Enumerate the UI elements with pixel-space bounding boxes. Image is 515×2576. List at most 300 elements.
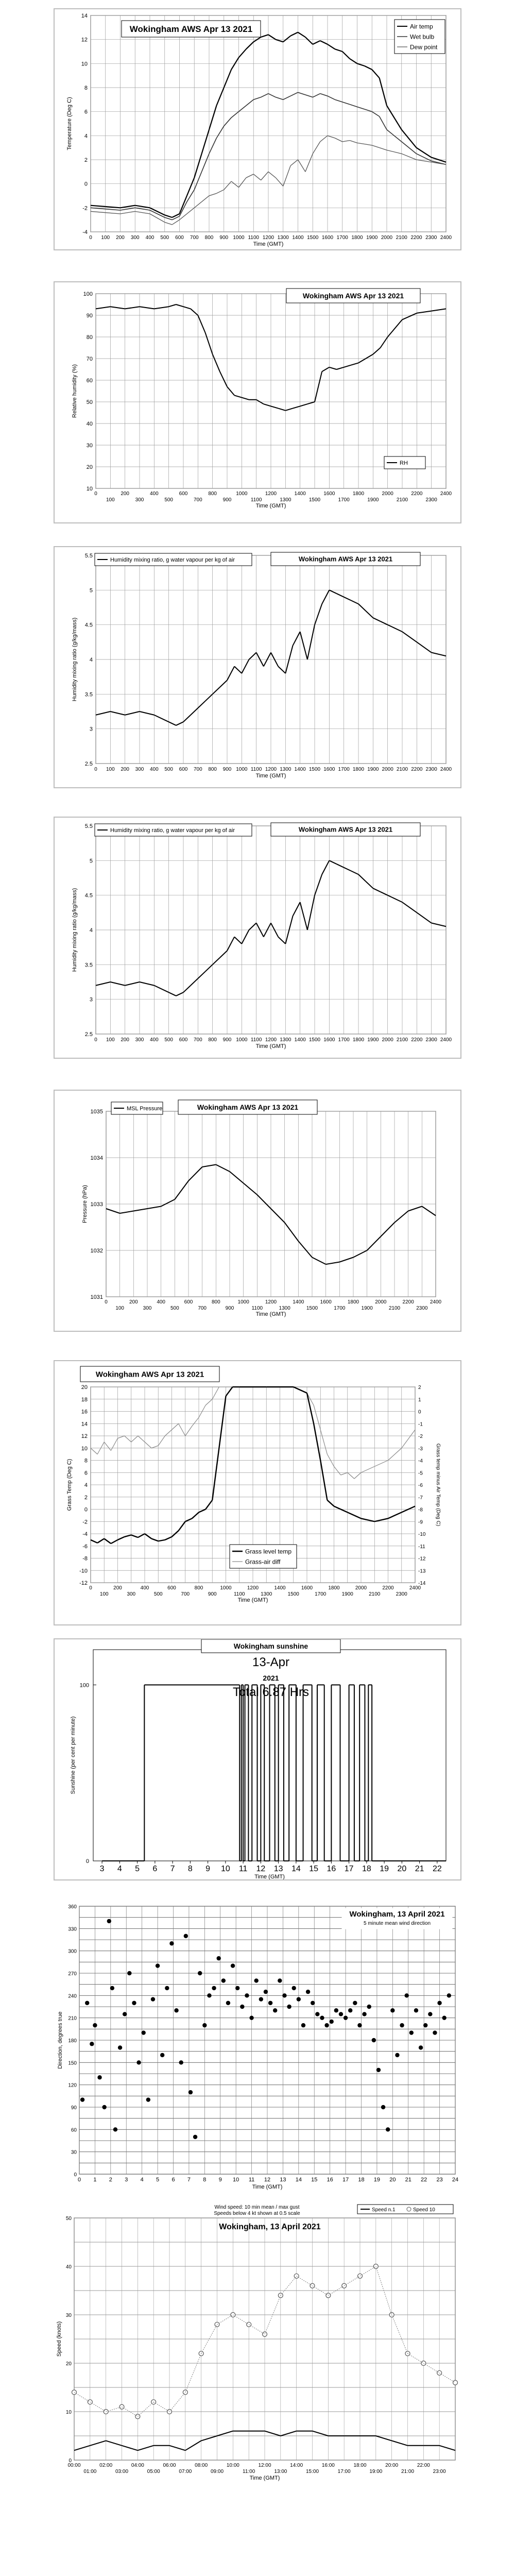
data-point — [240, 2005, 244, 2009]
x-tick-label: 1000 — [220, 1585, 232, 1591]
x-tick-label: 4 — [140, 2177, 144, 2183]
x-axis-label: Time (GMT) — [255, 1311, 286, 1317]
y-tick-label: -2 — [82, 1519, 88, 1526]
data-point — [235, 1986, 239, 1990]
x-tick-label: 0 — [77, 2177, 81, 2183]
chart-title: Wokingham AWS Apr 13 2021 — [298, 825, 393, 834]
x-tick-label: 21 — [415, 1865, 424, 1873]
y2-tick-label: 1 — [418, 1397, 421, 1403]
x-tick-label: 500 — [164, 497, 174, 503]
x-tick-label: 200 — [121, 491, 130, 497]
x-tick-label: 1200 — [265, 1299, 277, 1305]
chart-date: 13-Apr — [252, 1655, 290, 1669]
x-tick-label: 1300 — [280, 1037, 291, 1043]
y2-tick-label: -10 — [418, 1532, 426, 1537]
y2-tick-label: -4 — [418, 1458, 423, 1464]
x-tick-label: 1400 — [292, 235, 304, 241]
x-tick-label: 2000 — [382, 1037, 393, 1043]
y-tick-label: 40 — [86, 421, 93, 427]
y-tick-label: 3.5 — [84, 691, 93, 698]
y-tick-label: 2.5 — [84, 761, 93, 767]
y-tick-label: 20 — [86, 464, 93, 470]
data-point — [221, 1978, 226, 1982]
x-tick-label: 2300 — [396, 1591, 407, 1597]
data-point — [390, 2008, 394, 2012]
data-point — [278, 1978, 282, 1982]
x-tick-label: 600 — [179, 767, 188, 772]
chart-wind-speed — [54, 2202, 461, 2491]
y-tick-label: 0 — [84, 1506, 88, 1513]
y-tick-label: 16 — [81, 1409, 88, 1415]
x-tick-label: 700 — [190, 235, 199, 241]
chart-svg — [54, 1901, 461, 2205]
x-tick-label: 600 — [167, 1585, 176, 1591]
x-tick-label: 11 — [238, 1865, 248, 1873]
x-tick-label: 20 — [389, 2177, 396, 2183]
chart-mixing-ratio-2 — [54, 817, 461, 1059]
chart-title: Wokingham AWS Apr 13 2021 — [197, 1103, 299, 1112]
y-tick-label: -6 — [82, 1543, 88, 1550]
data-point — [287, 2005, 291, 2009]
chart-note: Wind speed: 10 min mean / max gust — [214, 2205, 300, 2210]
x-tick-label: 13 — [273, 1865, 283, 1873]
x-tick-label: 1000 — [236, 767, 248, 772]
x-tick-label: 200 — [121, 1037, 130, 1043]
x-tick-label: 1900 — [367, 497, 379, 503]
data-point — [245, 1993, 249, 1997]
x-tick-label: 1200 — [265, 767, 277, 772]
x-tick-label: 03:00 — [115, 2469, 129, 2475]
y-tick-label: 30 — [86, 443, 93, 449]
y-tick-label: 0 — [84, 181, 88, 188]
x-tick-label: 14 — [295, 2177, 302, 2183]
x-tick-label: 22:00 — [417, 2463, 430, 2468]
x-tick-label: 01:00 — [83, 2469, 97, 2475]
x-tick-label: 09:00 — [210, 2469, 224, 2475]
y-tick-label: -4 — [82, 229, 88, 235]
x-tick-label: 400 — [157, 1299, 166, 1305]
x-tick-label: 700 — [198, 1306, 207, 1311]
x-axis-label: Time (GMT) — [255, 1043, 286, 1049]
chart-pressure — [54, 1090, 461, 1332]
legend-label: MSL Pressure — [127, 1105, 163, 1112]
data-point — [165, 1986, 169, 1990]
y-tick-label: 1035 — [90, 1109, 103, 1115]
x-tick-label: 300 — [130, 235, 140, 241]
y-tick-label: 90 — [86, 313, 93, 319]
x-tick-label: 7 — [187, 2177, 191, 2183]
data-point — [306, 1990, 310, 1994]
data-point — [400, 2023, 404, 2027]
data-point — [433, 2030, 437, 2035]
chart-title: Wokingham, 13 April 2021 — [219, 2223, 321, 2231]
data-point — [409, 2030, 414, 2035]
x-tick-label: 0 — [89, 1585, 92, 1591]
x-tick-label: 2100 — [396, 767, 408, 772]
x-tick-label: 12 — [264, 2177, 271, 2183]
y-tick-label: 10 — [81, 1445, 88, 1452]
legend-swatch — [407, 2207, 411, 2211]
x-tick-label: 1700 — [334, 1306, 346, 1311]
x-tick-label: 0 — [105, 1299, 108, 1305]
x-tick-label: 00:00 — [67, 2463, 81, 2468]
x-tick-label: 1700 — [315, 1591, 327, 1597]
x-tick-label: 07:00 — [179, 2469, 192, 2475]
data-point — [367, 2005, 371, 2009]
chart-mixing-ratio-1 — [54, 546, 461, 788]
x-tick-label: 1100 — [250, 1037, 262, 1043]
x-tick-label: 2200 — [411, 1037, 423, 1043]
x-tick-label: 600 — [179, 1037, 188, 1043]
x-tick-label: 15 — [309, 1865, 319, 1873]
x-tick-label: 500 — [160, 235, 169, 241]
x-tick-label: 100 — [115, 1306, 125, 1311]
x-tick-label: 2400 — [440, 491, 452, 497]
gust-point — [453, 2380, 458, 2385]
chart-svg — [55, 1361, 460, 1624]
x-tick-label: 3 — [125, 2177, 128, 2183]
data-point — [376, 2068, 381, 2072]
legend-label: Wet bulb — [410, 33, 435, 41]
x-tick-label: 0 — [94, 767, 97, 772]
x-tick-label: 800 — [211, 1299, 220, 1305]
x-tick-label: 9 — [218, 2177, 222, 2183]
x-tick-label: 20 — [397, 1865, 407, 1873]
data-point — [85, 2001, 89, 2005]
x-tick-label: 1500 — [308, 497, 321, 503]
x-tick-label: 900 — [222, 497, 232, 503]
y-tick-label: 20 — [81, 1384, 88, 1391]
data-point — [151, 1997, 155, 2001]
x-tick-label: 19:00 — [369, 2469, 383, 2475]
x-tick-label: 2300 — [416, 1306, 428, 1311]
y-tick-label: 6 — [84, 109, 88, 115]
data-point — [395, 2053, 399, 2057]
x-tick-label: 500 — [170, 1306, 179, 1311]
y-axis-label: Direction, degrees true — [57, 2011, 63, 2069]
y-axis-label: Speed (knots) — [56, 2321, 62, 2357]
x-tick-label: 11:00 — [243, 2469, 255, 2475]
x-tick-label: 500 — [164, 1037, 174, 1043]
chart-svg — [55, 1639, 460, 1879]
data-point — [217, 1956, 221, 1960]
y-tick-label: 2 — [84, 1494, 88, 1501]
x-tick-label: 1200 — [265, 491, 277, 497]
x-tick-label: 800 — [194, 1585, 203, 1591]
x-tick-label: 1700 — [338, 1037, 350, 1043]
data-point — [207, 1993, 211, 1997]
y-tick-label: 5 — [89, 587, 93, 594]
x-tick-label: 700 — [193, 497, 202, 503]
y-tick-label: 8 — [84, 85, 88, 91]
x-tick-label: 6 — [171, 2177, 175, 2183]
data-point — [226, 2001, 230, 2005]
data-point — [330, 2020, 334, 2024]
data-point — [273, 2008, 277, 2012]
legend-label: RH — [400, 460, 408, 466]
data-point — [156, 1963, 160, 1968]
y-tick-label: 4 — [84, 133, 88, 140]
y-tick-label: 1032 — [90, 1248, 103, 1254]
y-tick-label: 330 — [68, 1926, 77, 1933]
x-tick-label: 1500 — [287, 1591, 299, 1597]
x-tick-label: 1300 — [277, 235, 289, 241]
data-point — [132, 2001, 136, 2005]
x-tick-label: 11 — [248, 2177, 255, 2183]
x-tick-label: 800 — [208, 767, 217, 772]
x-tick-label: 100 — [106, 497, 115, 503]
chart-title: Wokingham AWS Apr 13 2021 — [302, 292, 404, 300]
x-tick-label: 0 — [94, 1037, 97, 1043]
y2-tick-label: -3 — [418, 1446, 423, 1452]
y-axis-label: Humidity mixing ratio (g/kg/mass) — [72, 888, 78, 972]
x-tick-label: 1700 — [338, 497, 350, 503]
x-tick-label: 200 — [129, 1299, 138, 1305]
y2-tick-label: -5 — [418, 1470, 423, 1477]
y2-tick-label: -14 — [418, 1581, 426, 1586]
x-tick-label: 2000 — [355, 1585, 367, 1591]
x-tick-label: 06:00 — [163, 2463, 176, 2468]
data-point — [405, 1993, 409, 1997]
data-point — [423, 2023, 427, 2027]
x-axis-label: Time (GMT) — [237, 1597, 268, 1603]
x-tick-label: 1500 — [307, 235, 319, 241]
chart-temperature — [54, 8, 461, 250]
y-tick-label: 50 — [86, 399, 93, 405]
x-tick-label: 1100 — [250, 497, 262, 503]
chart-subtitle: 5 minute mean wind direction — [363, 1921, 431, 1926]
legend-label: Speed n.1 — [372, 2207, 396, 2213]
x-tick-label: 100 — [101, 235, 110, 241]
data-point — [110, 1986, 114, 1990]
x-tick-label: 1300 — [261, 1591, 272, 1597]
x-tick-label: 1000 — [233, 235, 245, 241]
x-tick-label: 1900 — [366, 235, 378, 241]
chart-relative-humidity — [54, 281, 461, 523]
y-tick-label: 10 — [86, 486, 93, 492]
x-tick-label: 1900 — [367, 767, 379, 772]
data-point — [198, 1971, 202, 1975]
x-tick-label: 2100 — [388, 1306, 401, 1311]
y-tick-label: 14 — [81, 1421, 88, 1428]
y-tick-label: 3 — [89, 726, 93, 733]
data-point — [419, 2045, 423, 2049]
x-tick-label: 400 — [149, 491, 159, 497]
y-tick-label: 30 — [65, 2313, 72, 2318]
x-tick-label: 2200 — [411, 491, 423, 497]
x-tick-label: 17 — [342, 2177, 349, 2183]
y-tick-label: 60 — [71, 2127, 77, 2133]
chart-grass-temperature — [54, 1360, 461, 1625]
data-point — [184, 1934, 188, 1938]
y-tick-label: 8 — [84, 1458, 88, 1464]
x-tick-label: 2200 — [411, 767, 423, 772]
data-point — [90, 2042, 94, 2046]
x-tick-label: 800 — [204, 235, 214, 241]
data-point — [193, 2135, 197, 2139]
y-tick-label: 50 — [65, 2216, 72, 2222]
y-tick-label: 360 — [68, 1904, 77, 1910]
x-tick-label: 6 — [152, 1865, 158, 1873]
data-point — [169, 1941, 174, 1945]
data-point — [292, 1986, 296, 1990]
x-tick-label: 800 — [208, 1037, 217, 1043]
chart-title: Wokingham sunshine — [233, 1642, 308, 1650]
data-point — [80, 2097, 84, 2102]
x-tick-label: 7 — [170, 1865, 175, 1873]
y-tick-label: 180 — [68, 2038, 77, 2044]
x-tick-label: 2000 — [375, 1299, 387, 1305]
x-tick-label: 2100 — [369, 1591, 381, 1597]
x-tick-label: 1900 — [341, 1591, 353, 1597]
x-tick-label: 1000 — [237, 1299, 249, 1305]
y2-tick-label: -13 — [418, 1568, 426, 1574]
y-tick-label: 20 — [65, 2361, 72, 2367]
x-tick-label: 1300 — [279, 1306, 290, 1311]
x-tick-label: 300 — [135, 1037, 144, 1043]
x-tick-label: 0 — [89, 235, 92, 241]
y-tick-label: 1031 — [90, 1294, 103, 1300]
data-point — [357, 2023, 362, 2027]
x-tick-label: 1200 — [262, 235, 274, 241]
legend-label: Humidity mixing ratio, g water vapour per kg of air — [110, 827, 235, 834]
x-tick-label: 21:00 — [401, 2469, 415, 2475]
x-tick-label: 10 — [220, 1865, 230, 1873]
x-tick-label: 1800 — [352, 491, 365, 497]
chart-svg — [55, 282, 460, 522]
x-tick-label: 600 — [175, 235, 184, 241]
x-tick-label: 20:00 — [385, 2463, 399, 2468]
x-tick-label: 1600 — [323, 491, 335, 497]
data-point — [353, 2001, 357, 2005]
x-tick-label: 1600 — [301, 1585, 313, 1591]
x-tick-label: 1500 — [308, 1037, 321, 1043]
x-tick-label: 2400 — [440, 767, 452, 772]
x-tick-label: 18 — [358, 2177, 365, 2183]
data-point — [212, 1986, 216, 1990]
data-point — [311, 2001, 315, 2005]
y2-tick-label: -12 — [418, 1556, 426, 1562]
data-point — [136, 2060, 141, 2064]
y-tick-label: 2.5 — [84, 1031, 93, 1038]
chart-total: Total 6.87 Hrs — [232, 1685, 310, 1699]
chart-year: 2021 — [263, 1674, 279, 1682]
y-tick-label: 80 — [86, 334, 93, 341]
x-tick-label: 300 — [135, 497, 144, 503]
y-tick-label: 0 — [68, 2458, 72, 2464]
data-point — [102, 2105, 106, 2109]
y-tick-label: 3 — [89, 996, 93, 1003]
x-tick-label: 400 — [149, 1037, 159, 1043]
data-point — [344, 2015, 348, 2020]
x-tick-label: 1400 — [294, 767, 306, 772]
y-tick-label: 90 — [71, 2105, 77, 2111]
data-point — [188, 2090, 193, 2094]
data-point — [97, 2075, 101, 2079]
x-tick-label: 1800 — [328, 1585, 340, 1591]
legend-label: Grass-air diff — [245, 1558, 281, 1566]
x-tick-label: 300 — [143, 1306, 152, 1311]
y-tick-label: 12 — [81, 37, 88, 43]
chart-svg — [55, 9, 460, 249]
x-tick-label: 700 — [193, 767, 202, 772]
x-tick-label: 1100 — [233, 1591, 245, 1597]
x-tick-label: 700 — [193, 1037, 202, 1043]
x-tick-label: 2200 — [402, 1299, 414, 1305]
data-point — [142, 2030, 146, 2035]
legend-label: Grass level temp — [245, 1548, 292, 1555]
x-tick-label: 12 — [256, 1865, 266, 1873]
data-point — [202, 2023, 207, 2027]
y-tick-label: 4 — [84, 1482, 88, 1488]
x-tick-label: 300 — [135, 767, 144, 772]
chart-svg — [55, 1091, 460, 1331]
data-point — [179, 2060, 183, 2064]
y-axis-label: Sunshine (per cent per minute) — [70, 1716, 76, 1794]
y-tick-label: 6 — [84, 1470, 88, 1477]
x-tick-label: 500 — [164, 767, 174, 772]
data-point — [127, 1971, 131, 1975]
x-tick-label: 400 — [149, 767, 159, 772]
y-tick-label: 1033 — [90, 1201, 103, 1208]
y-tick-label: 100 — [79, 1682, 89, 1689]
gust-point — [72, 2390, 77, 2395]
data-point — [372, 2038, 376, 2042]
y-tick-label: 0 — [85, 1858, 89, 1865]
x-axis-label: Time (GMT) — [253, 241, 284, 247]
x-tick-label: 23 — [436, 2177, 443, 2183]
x-tick-label: 400 — [145, 235, 154, 241]
x-tick-label: 2100 — [396, 1037, 408, 1043]
chart-note: Speeds below 4 kt shown at 0.5 scale — [214, 2211, 300, 2216]
data-point — [362, 2012, 366, 2016]
y-tick-label: 270 — [68, 1971, 77, 1977]
x-tick-label: 5 — [135, 1865, 140, 1873]
y2-tick-label: -9 — [418, 1519, 423, 1526]
x-tick-label: 200 — [116, 235, 125, 241]
y-tick-label: -2 — [82, 205, 88, 212]
x-tick-label: 500 — [153, 1591, 163, 1597]
data-point — [268, 2001, 272, 2005]
data-point — [442, 2015, 447, 2020]
y-tick-label: 3.5 — [84, 962, 93, 969]
y-tick-label: -8 — [82, 1555, 88, 1562]
chart-title: Wokingham AWS Apr 13 2021 — [298, 555, 393, 563]
data-point — [437, 2001, 441, 2005]
y-tick-label: 100 — [83, 291, 93, 297]
x-tick-label: 2000 — [382, 491, 393, 497]
x-tick-label: 2 — [109, 2177, 112, 2183]
chart-svg — [54, 2202, 461, 2491]
y-tick-label: 300 — [68, 1948, 77, 1955]
data-point — [301, 2023, 305, 2027]
x-tick-label: 900 — [222, 767, 232, 772]
x-tick-label: 1100 — [250, 767, 262, 772]
data-point — [386, 2127, 390, 2131]
x-axis-label: Time (GMT) — [255, 503, 286, 509]
y-tick-label: 5 — [89, 858, 93, 865]
x-tick-label: 19 — [380, 1865, 389, 1873]
data-point — [123, 2012, 127, 2016]
chart-title: Wokingham AWS Apr 13 2021 — [129, 24, 253, 35]
gust-point — [263, 2332, 267, 2336]
y-tick-label: 10 — [65, 2410, 72, 2415]
y-tick-label: 210 — [68, 2015, 77, 2022]
data-point — [315, 2012, 319, 2016]
x-tick-label: 2000 — [382, 767, 393, 772]
x-tick-label: 2300 — [425, 767, 437, 772]
legend-label: Speed 10 — [413, 2207, 435, 2213]
